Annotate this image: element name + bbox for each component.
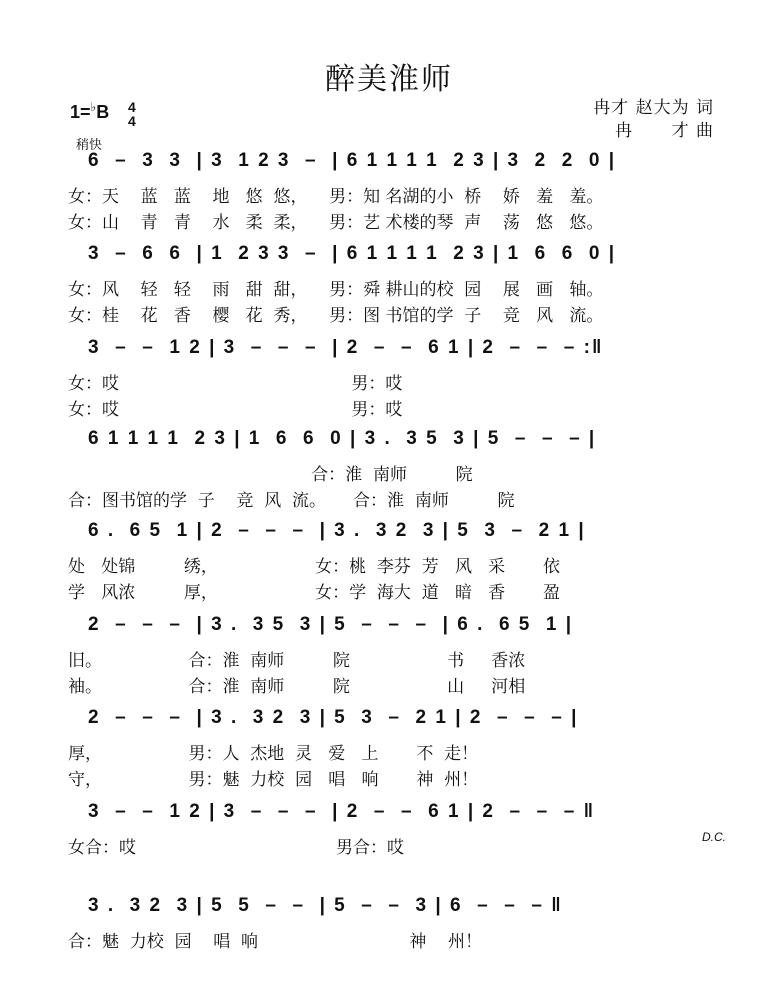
- dc-marking: D.C.: [702, 830, 726, 844]
- lyric-line: 女：桂 花 香 樱 花 秀， 男：图 书馆的学 子 竞 风 流。: [68, 306, 604, 326]
- notation-line: 3 – – 1 2 | 3 – – – | 2 – – 6 1 | 2 – – – :‖: [88, 337, 604, 358]
- lyric-line: 合：图书馆的学 子 竞 风 流。 合：淮 南师 院: [68, 491, 515, 511]
- notation-line: 3 – – 1 2 | 3 – – – | 2 – – 6 1 | 2 – – – ‖: [88, 801, 596, 822]
- lyricist-credit: 冉才 赵大为 词: [593, 98, 714, 118]
- notation-line: 6 . 6 5 1 | 2 – – – | 3 . 3 2 3 | 5 3 – 2 1 |: [88, 520, 586, 541]
- lyric-line: 女：哎 男：哎: [68, 400, 403, 420]
- notation-line: 2 – – – | 3 . 3 5 3 | 5 – – – | 6 . 6 5 1 |: [88, 614, 574, 635]
- lyric-line: [60, 955, 730, 981]
- lyric-line: 旧。 合：淮 南师 院 书 香浓: [68, 651, 526, 671]
- notation-line: 3 – 6 6 | 1 2 3 3 – | 6 1 1 1 1 2 3 | 1 6 6 0 |: [88, 243, 617, 264]
- lyric-line: 女：哎 男：哎: [68, 374, 403, 394]
- score-system: [60, 428, 730, 514]
- score-system: [60, 243, 730, 329]
- tempo-marking: 稍快: [76, 138, 103, 153]
- lyric-line: 袖。 合：淮 南师 院 山 河相: [68, 677, 526, 697]
- lyric-line: 处 处锦 绣， 女：桃 李芬 芳 风 采 依: [68, 557, 560, 577]
- lyric-line: 女合：哎 男合：哎: [68, 838, 404, 858]
- notation-line: 6 – 3 3 | 3 1 2 3 – | 6 1 1 1 1 2 3 | 3 2 2 0 |: [88, 150, 617, 171]
- lyric-line: 女：山 青 青 水 柔 柔， 男：艺 术楼的琴 声 荡 悠 悠。: [68, 213, 604, 233]
- score-system: [60, 520, 730, 606]
- page-title: 醉美淮师: [325, 62, 453, 97]
- lyric-line: 合：魅 力校 园 唱 响 神 州！: [68, 932, 482, 952]
- score-system: [60, 801, 730, 887]
- notation-line: 2 – – – | 3 . 3 2 3 | 5 3 – 2 1 | 2 – – – |: [88, 707, 579, 728]
- lyric-line: 合：淮 南师 院: [68, 465, 473, 485]
- score-system: [60, 707, 730, 793]
- score-system: [60, 337, 730, 423]
- notation-line: 6 1 1 1 1 2 3 | 1 6 6 0 | 3 . 3 5 3 | 5 – – – |: [88, 428, 597, 449]
- score-system: [60, 895, 730, 981]
- score-system: [60, 614, 730, 700]
- time-signature: 4 4: [128, 99, 136, 129]
- score-system: [60, 150, 730, 236]
- lyric-line: 女：天 蓝 蓝 地 悠 悠， 男：知 名湖的小 桥 娇 羞 羞。: [68, 187, 604, 207]
- lyric-line: 学 风浓 厚， 女：学 海大 道 暗 香 盈: [68, 583, 560, 603]
- composer-credit: 冉 才 曲: [615, 121, 714, 141]
- lyric-line: [60, 861, 730, 887]
- notation-line: 3 . 3 2 3 | 5 5 – – | 5 – – 3 | 6 – – – ‖: [88, 895, 563, 916]
- lyric-line: 女：风 轻 轻 雨 甜 甜， 男：舜 耕山的校 园 展 画 轴。: [68, 280, 604, 300]
- lyric-line: 守， 男：魅 力校 园 唱 响 神 州！: [68, 770, 479, 790]
- key-signature: 1=♭B: [70, 100, 110, 122]
- lyric-line: 厚， 男：人 杰地 灵 爱 上 不 走！: [68, 744, 479, 764]
